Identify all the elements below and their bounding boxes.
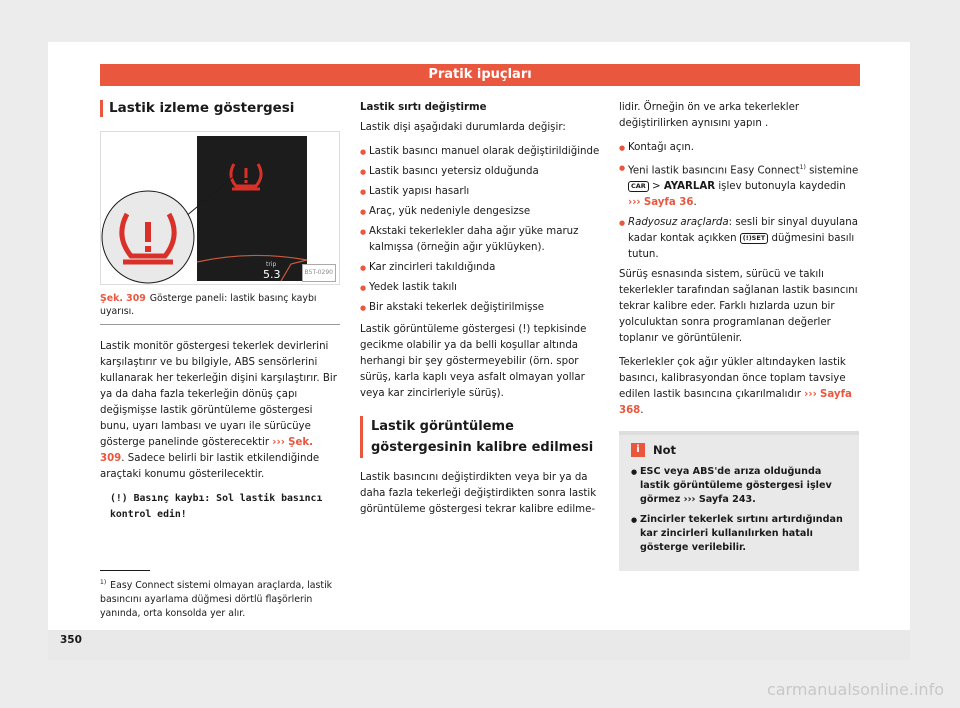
footnote	[100, 576, 340, 621]
column-1	[100, 100, 340, 523]
set-button-icon: (!)SET	[740, 233, 768, 244]
cross-ref-arrow: ›››	[272, 437, 285, 448]
caption-text: Gösterge paneli: lastik basınç kaybı uyarısı.	[100, 293, 317, 317]
footnote-marker: 1)	[100, 579, 107, 586]
watermark: carmanualsonline.info	[766, 680, 944, 699]
list-item: ● Kar zincirleri takıldığında	[360, 260, 600, 276]
section-title-tire-monitor: Lastik izleme göstergesi	[100, 100, 340, 117]
list-item: ● Yedek lastik takılı	[360, 280, 600, 296]
trip-label: trip	[266, 261, 277, 268]
tire-monitor-paragraph: Lastik monitör göstergesi tekerlek devirlerini karşılaştırır ve bu bilgiyle, ABS sensörlerini kullanarak her tekerleğin dişini karşılaştırır. Bir ya da daha fazla tekerleğin dönüş çapı değişmişse lastik görüntüleme göstergesi bunu, uyarı lambası ve uyarı ile sürücüye gösterge panelinde gösterecektir ››› Şek. 309. Sadece belirli bir lastik etkilendiğinde araçtaki konumu gösterilecektir.	[100, 341, 337, 480]
figure-link[interactable]: Şek. 309	[100, 437, 314, 464]
step-ignition: ● Kontağı açın.	[619, 140, 859, 156]
column-2	[360, 100, 600, 526]
figure-code: B5T-0290	[302, 264, 336, 282]
footer-band	[48, 630, 910, 660]
intro-text: Lastik dişi aşağıdaki durumlarda değişir:	[360, 122, 566, 133]
note-title: Not	[653, 443, 677, 458]
delay-paragraph: Lastik görüntüleme göstergesi (!) tepkisinde gecikme olabilir ya da belli koşullar altında herhangi bir şey göstermeyebilir (örn. spor sürüş, karla kaplı veya asfalt olmayan yollar veya kar zincirleriyle sürüş).	[360, 324, 587, 399]
cross-ref-arrow: ›››	[628, 197, 641, 209]
warning-text: Basınç kaybı: Sol lastik basıncı kontrol edin!	[110, 493, 323, 520]
chapter-header: Pratik ipuçları	[100, 64, 860, 86]
calibration-continued: lidir. Örneğin ön ve arka tekerlekler değiştirilirken aynısını yapın .	[619, 102, 800, 129]
info-icon: i	[631, 443, 645, 457]
list-item: ● Lastik basıncı manuel olarak değiştirildiğinde	[360, 144, 600, 160]
figure-ref: Şek. 309	[100, 293, 146, 304]
warning-icon: (!)	[110, 493, 128, 504]
list-item: ● Bir akstaki tekerlek değiştirilmişse	[360, 300, 600, 316]
list-item: ● Akstaki tekerlekler daha ağır yüke maruz kalmışsa (örneğin ağır yüklüyken).	[360, 224, 600, 256]
calibration-paragraph: Lastik basıncını değiştirdikten veya bir ya da daha fazla tekerleği değiştirdikten sonra lastik görüntüleme göstergesi tekrar kalibre edilme-	[360, 472, 597, 515]
note-item: ● ESC veya ABS'de arıza olduğunda lastik görüntüleme göstergesi işlev görmez ››› Sayfa 243.	[631, 465, 847, 507]
list-item: ● Lastik basıncı yetersiz olduğunda	[360, 164, 600, 180]
note-box	[619, 431, 859, 571]
footnote-text: Easy Connect sistemi olmayan araçlarda, lastik basıncını ayarlama düğmesi dörtlü flaşörlerin yanında, orta konsolda yer alır.	[100, 580, 333, 620]
page-368-link[interactable]: Sayfa 368	[619, 389, 852, 417]
car-button-icon: CAR	[628, 181, 649, 192]
figure-instrument-panel	[100, 131, 340, 285]
tread-change-list	[360, 144, 600, 316]
subheading-tread-change: Lastik sırtı değiştirme	[360, 102, 487, 113]
column-3	[619, 100, 859, 571]
section-title-calibration: Lastik görüntüleme göstergesinin kalibre edilmesi	[360, 416, 600, 458]
heavy-load-paragraph: Tekerlekler çok ağır yükler altındayken lastik basıncı, kalibrasyondan önce toplam tavsiye edilen lastik basıncına çıkarılmalıdır ››› Sayfa 368.	[619, 357, 852, 417]
warning-message	[100, 491, 340, 523]
tire-warning-illustration	[101, 132, 340, 285]
note-header	[631, 443, 847, 457]
footnote-divider	[100, 570, 150, 571]
trip-value: 5.3	[263, 268, 281, 281]
figure-caption	[100, 292, 340, 325]
step-easy-connect: ● Yeni lastik basıncını Easy Connect$^{1)}$ sistemine CAR > AYARLAR işlev butonuyla kaydedin ››› Sayfa 36.	[619, 160, 859, 211]
page-36-link[interactable]: Sayfa 36	[643, 197, 694, 209]
note-item: ● Zincirler tekerlek sırtını artırdığından kar zincirleri kullanılırken hatalı gösterge verilebilir.	[631, 513, 847, 555]
list-item: ● Lastik yapısı hasarlı	[360, 184, 600, 200]
driving-calibration-paragraph: Sürüş esnasında sistem, sürücü ve takılı tekerlekler tarafından sağlanan lastik basıncını tekrar kalibre eder. Farklı hızlarda uzun bir yolculuktan sonra programlanan değerler toplanır ve görüntülenir.	[619, 269, 858, 345]
cross-ref-arrow: ›››	[804, 389, 817, 401]
step-radio-less: ● Radyosuz araçlarda: sesli bir sinyal duyulana kadar kontak açıkken (!)SET düğmesini basılı tutun.	[619, 215, 859, 263]
list-item: ● Araç, yük nedeniyle dengesizse	[360, 204, 600, 220]
calibration-steps	[619, 140, 859, 263]
page-243-link[interactable]: ››› Sayfa 243.	[683, 494, 756, 506]
page-number: 350	[60, 634, 82, 646]
note-list	[631, 465, 847, 555]
